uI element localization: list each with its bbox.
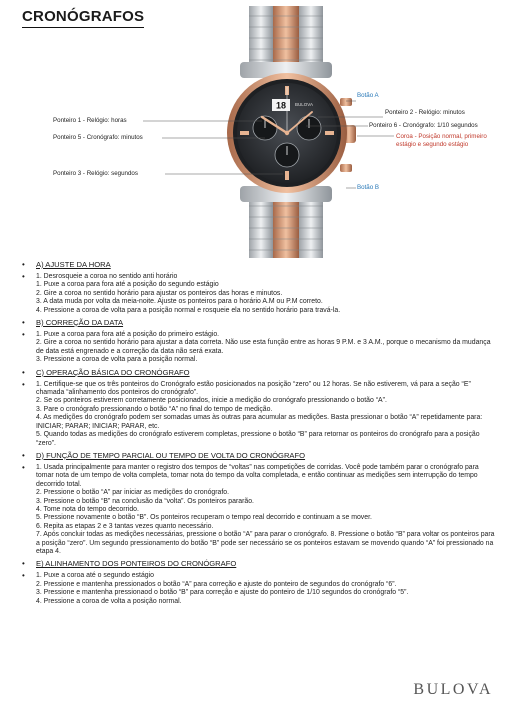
step-line: 7. Após concluir todas as medições necessárias, pressione o botão “A” para parar o cronógrafo. 8. Pressione o botão “B” para voltar os ponteiros para a posição “zero”. Um segundo pressionamento do botão “B” pode ser necessário se os ponteiros estavam se movendo quando “A” foi pressionado na etapa 4. (36, 531, 495, 555)
section-body (22, 273, 496, 315)
page-title: CRONÓGRAFOS (22, 8, 144, 28)
section-heading: • B) CORREÇÃO DA DATA (22, 318, 124, 328)
step-line: 4. Pressione a coroa de volta para a posição normal e rosqueie ela no sentido horário para travá-la. (36, 306, 341, 314)
section-c (22, 368, 496, 448)
step-line: 4. Tome nota do tempo decorrido. (36, 505, 139, 513)
section-body (22, 572, 496, 606)
callout-coroa-line-2: estágio e segundo estágio (396, 140, 469, 148)
step-line: 2. Gire a coroa no sentido horário para ajustar a data correta. Não use esta função entre as horas 9 P.M. e 3 A.M., porque o mecanismo da mudança de data está engrenado e a correção da data não será exata. (36, 339, 491, 355)
instruction-sections (22, 260, 496, 609)
section-a (22, 260, 496, 315)
step-line: 4. Pressione a coroa de volta a posição normal. (36, 597, 182, 605)
step-line: 2. Pressione e mantenha pressionados o botão “A” para correção e ajuste do ponteiro de segundos do cronógrafo “6”. (36, 580, 397, 588)
bullet-icon: • (22, 571, 25, 581)
step-line: 2. Se os ponteiros estiverem corretamente posicionados, inicie a medição do cronógrafo pressionando o botão “A”. (36, 397, 387, 405)
bullet-icon: • (22, 379, 25, 389)
section-b (22, 318, 496, 365)
step-line: 5. Quando todas as medições do cronógrafo estiverem completas, pressione o botão “B” para retornar os ponteiros do cronógrafo para a posição “zero”. (36, 431, 480, 447)
step-line: 3. Pressione e mantenha pressionaod o botão “B” para correção e ajuste do ponteiro de 1/10 segundos do cronógrafo “5”. (36, 589, 409, 597)
bracelet-bottom (249, 196, 323, 258)
bullet-icon: • (22, 559, 25, 569)
step-line: 5. Pressione novamente o botão “B”. Os ponteiros recuperam o tempo real decorrido e continuam a se mover. (36, 514, 372, 522)
section-body (22, 381, 496, 448)
callout-ponteiro-3: Ponteiro 3 - Relógio: segundos (53, 170, 138, 177)
pusher-b (340, 164, 352, 172)
step-line: 1. Puxe a coroa para fora até a posição do primeiro estágio. (36, 331, 220, 339)
step-line: 6. Repita as etapas 2 e 3 tantas vezes quanto necessário. (36, 522, 214, 530)
section-body (22, 331, 496, 365)
bullet-icon: • (22, 260, 25, 269)
section-heading: • C) OPERAÇÃO BÁSICA DO CRONÓGRAFO (22, 367, 190, 377)
bracelet-top (249, 6, 323, 69)
callout-ponteiro-2: Ponteiro 2 - Relógio: minutos (385, 109, 465, 116)
step-line: 1. Desrosqueie a coroa no sentido anti horário (36, 273, 178, 280)
step-line: 1. Puxe a coroa para fora até a posição do segundo estágio (36, 281, 219, 289)
bullet-icon: • (22, 367, 25, 377)
dial-brand: BULOVA (295, 102, 313, 107)
callout-ponteiro-1: Ponteiro 1 - Relógio: horas (53, 117, 127, 124)
step-line: 2. Gire a coroa no sentido horário para ajustar os ponteiros das horas e minutos. (36, 289, 283, 297)
step-line: 1. Certifique-se que os três ponteiros do Cronógrafo estão posicionados na posição “zero” ou 12 horas. Se não estiverem, vá para a seção “E” chamada “alinhamento dos ponteiros do cronógrafo”. (36, 380, 471, 397)
callout-ponteiro-5: Ponteiro 5 - Cronógrafo: minutos (53, 134, 143, 141)
bullet-icon: • (22, 450, 25, 460)
step-line: 3. Pressione o botão “B” na conclusão da “volta”. Os ponteiros pararão. (36, 497, 254, 505)
bullet-icon: • (22, 318, 25, 328)
step-line: 1. Usada principalmente para manter o registro dos tempos de “voltas” nas competições de corridas. Você pode também parar o cronógrafo para tomar nota de um tempo de volta completa, tomar nota do tempo da volta completada, e então continuar as medições sem interrupção do tempo decorrido total. (36, 463, 479, 488)
step-line: 2. Pressione o botão “A” par iniciar as medições do cronógrafo. (36, 489, 230, 497)
step-line: 3. Pare o cronógrafo pressionando o botão “A” no final do tempo de medição. (36, 405, 273, 413)
callout-coroa (396, 133, 487, 148)
section-heading: • E) ALINHAMENTO DOS PONTEIROS DO CRONÓGRAFO (22, 559, 237, 569)
watch-illustration (0, 0, 511, 262)
step-line: 1. Puxe a coroa até o segundo estágio (36, 572, 154, 580)
section-body (22, 464, 496, 556)
section-heading: • A) AJUSTE DA HORA (22, 260, 111, 269)
bullet-icon: • (22, 272, 25, 281)
section-d (22, 451, 496, 556)
callout-botao-b: Botão B (357, 184, 380, 191)
pusher-a (340, 98, 352, 106)
step-line: 3. A data muda por volta da meia-noite. Ajuste os ponteiros para o horário A.M ou P.M correto. (36, 298, 323, 306)
date-digit: 18 (275, 100, 287, 111)
callout-ponteiro-6: Ponteiro 6 - Cronógrafo: 1/10 segundos (369, 122, 478, 129)
watch-svg (0, 0, 511, 262)
step-line: 3. Pressione a coroa de volta para a posição normal. (36, 356, 198, 364)
callout-botao-a: Botão A (357, 92, 379, 99)
bullet-icon: • (22, 462, 25, 472)
section-e (22, 559, 496, 606)
step-line: 4. As medições do cronógrafo podem ser somadas umas às outras para acumular as medições. Basta pressionar o botão “A” repetidamente para: INICIAR; PARAR; INICIAR; PARAR, etc. (36, 414, 483, 430)
callout-coroa-line-1: Coroa - Posição normal, primeiro (396, 133, 487, 140)
footer-brand-logo: BULOVA (413, 681, 493, 698)
section-heading: • D) FUNÇÃO DE TEMPO PARCIAL OU TEMPO DE VOLTA DO CRONÓGRAFO (22, 450, 306, 460)
bullet-icon: • (22, 330, 25, 340)
